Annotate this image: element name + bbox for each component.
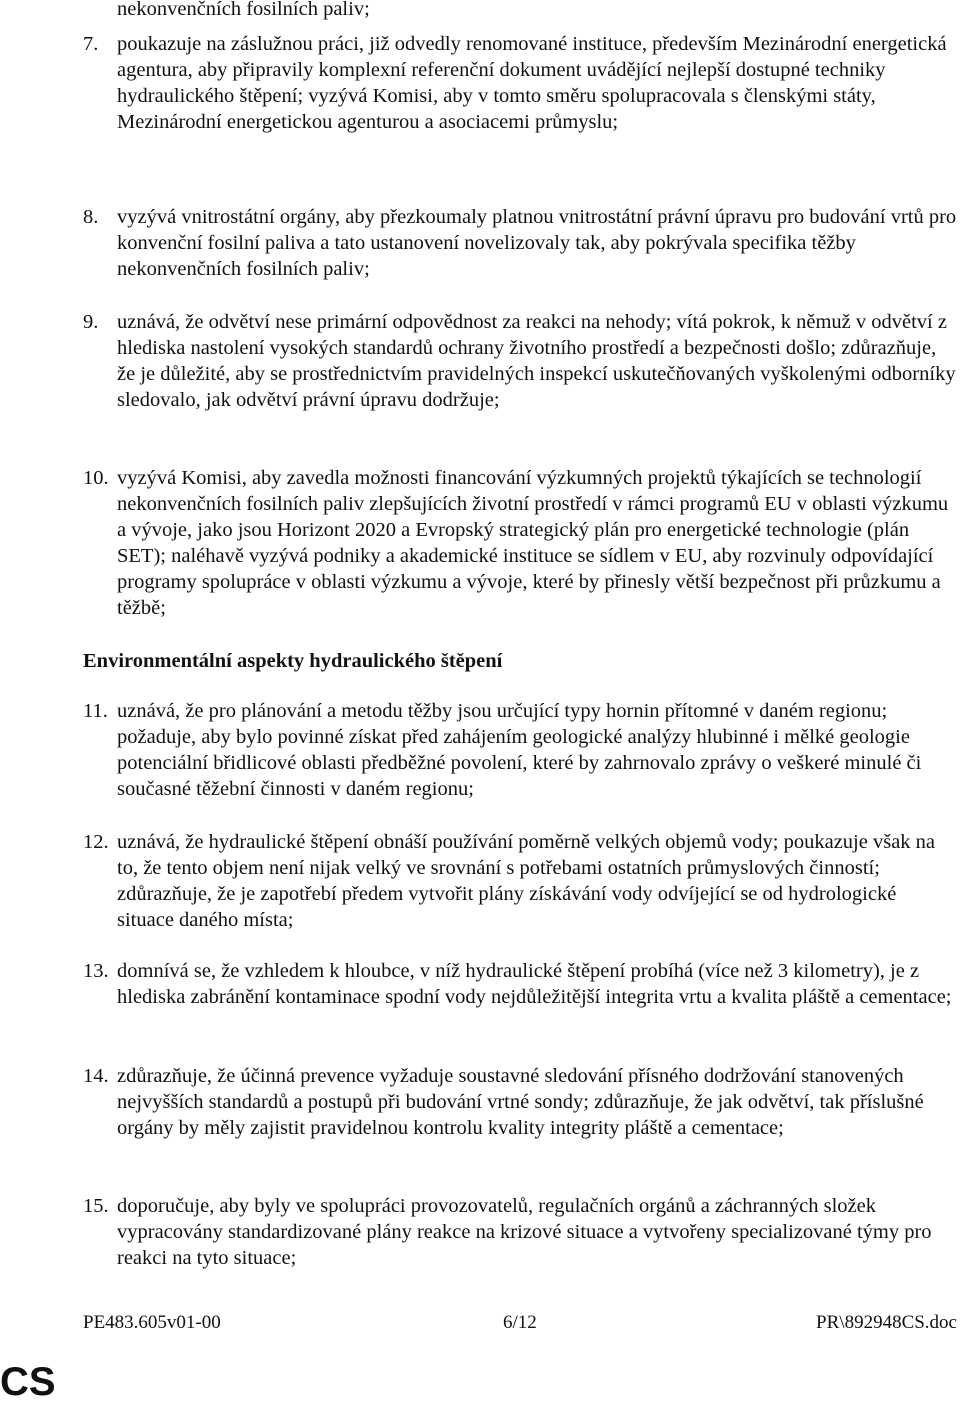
- paragraph-text: uznává, že hydraulické štěpení obnáší používání poměrně velkých objemů vody; poukazuje však na to, že tento objem není nijak velký ve srovnání s potřebami ostatních průmyslových činností; zdůrazňuje, že je zapotřebí předem vytvořit plány získávání vody odvíjející se od hydrologické situace daného místa;: [117, 831, 936, 931]
- paragraph-text: poukazuje na záslužnou práci, již odvedly renomované instituce, především Mezinárodní energetická agentura, aby připravily komplexní referenční dokument uvádějící nejlepší dostupné techniky hydraulického štěpení; vyzývá Komisi, aby v tomto směru spolupracovala s členskými státy, Mezinárodní energetickou agenturou a asociacemi průmyslu;: [117, 33, 947, 133]
- paragraph-text: vyzývá Komisi, aby zavedla možnosti financování výzkumných projektů týkajících se technologií nekonvenčních fosilních paliv zlepšujících životní prostředí v rámci programů EU v oblasti výzkumu a vývoje, jako jsou Horizont 2020 a Evropský strategický plán pro energetické technologie (plán SET); naléhavě vyzývá podniky a akademické instituce se sídlem v EU, aby rozvinuly odpovídající programy spolupráce v oblasti výzkumu a vývoje, které by přinesly větší bezpečnost při průzkumu a těžbě;: [117, 467, 949, 619]
- paragraph-text: uznává, že odvětví nese primární odpovědnost za reakci na nehody; vítá pokrok, k němuž v odvětví z hlediska nastolení vysokých standardů ochrany životního prostředí a bezpečnosti došlo; zdůrazňuje, že je důležité, aby se prostřednictvím pravidelných inspekcí uskutečňovaných vyškolenými odborníky sledovalo, jak odvětví právní úpravu dodržuje;: [117, 311, 956, 411]
- paragraph-text: doporučuje, aby byly ve spolupráci provozovatelů, regulačních orgánů a záchranných složek vypracovány standardizované plány reakce na krizové situace a vytvořeny specializované týmy pro reakci na tyto situace;: [117, 1195, 932, 1269]
- paragraph-text: vyzývá vnitrostátní orgány, aby přezkoumaly platnou vnitrostátní právní úpravu pro budování vrtů pro konvenční fosilní paliva a tato ustanovení novelizovaly tak, aby pokrývala specifika těžby nekonvenčních fosilních paliv;: [117, 206, 957, 280]
- paragraph-number: 13.: [83, 960, 109, 982]
- paragraph-number: 7.: [83, 33, 99, 55]
- paragraph-text: uznává, že pro plánování a metodu těžby jsou určující typy hornin přítomné v daném regionu; požaduje, aby bylo povinné získat před zahájením geologické analýzy hlubinné i mělké geologie potenciální břidlicové oblasti předběžné povolení, které by zahrnovalo zprávy o veškeré minulé či současné těžební činnosti v daném regionu;: [117, 700, 922, 800]
- section-heading: Environmentální aspekty hydraulického štěpení: [83, 650, 503, 672]
- footer-page-number: 6/12: [503, 1312, 537, 1333]
- paragraph-8: [83, 204, 958, 282]
- paragraph-number: 14.: [83, 1065, 109, 1087]
- paragraph-13: [83, 958, 958, 1010]
- paragraph-9: [83, 309, 958, 413]
- footer-file-ref: PR\892948CS.doc: [816, 1312, 957, 1333]
- paragraph-15: [83, 1193, 958, 1271]
- paragraph-number: 12.: [83, 831, 109, 853]
- paragraph-11: [83, 698, 958, 802]
- paragraph-12: [83, 829, 958, 933]
- paragraph-number: 9.: [83, 311, 99, 333]
- paragraph-10: [83, 465, 958, 621]
- paragraph-text: domnívá se, že vzhledem k hloubce, v níž hydraulické štěpení probíhá (více než 3 kilometry), je z hlediska zabránění kontaminace spodní vody nejdůležitější integrita vrtu a kvalita pláště a cementace;: [117, 960, 952, 1008]
- paragraph-number: 11.: [83, 700, 108, 722]
- paragraph-text: zdůrazňuje, že účinná prevence vyžaduje soustavné sledování přísného dodržování stanovených nejvyšších standardů a postupů při budování vrtné sondy; zdůrazňuje, že jak odvětví, tak příslušné orgány by měly zajistit pravidelnou kontrolu kvality integrity pláště a cementace;: [117, 1065, 924, 1139]
- language-code: CS: [0, 1360, 56, 1404]
- paragraph-number: 10.: [83, 467, 109, 489]
- footer-doc-ref: PE483.605v01-00: [83, 1312, 221, 1333]
- paragraph-number: 8.: [83, 206, 99, 228]
- paragraph-number: 15.: [83, 1195, 109, 1217]
- paragraph-7: [83, 31, 958, 135]
- paragraph-14: [83, 1063, 958, 1141]
- carryover-text: nekonvenčních fosilních paliv;: [117, 0, 370, 20]
